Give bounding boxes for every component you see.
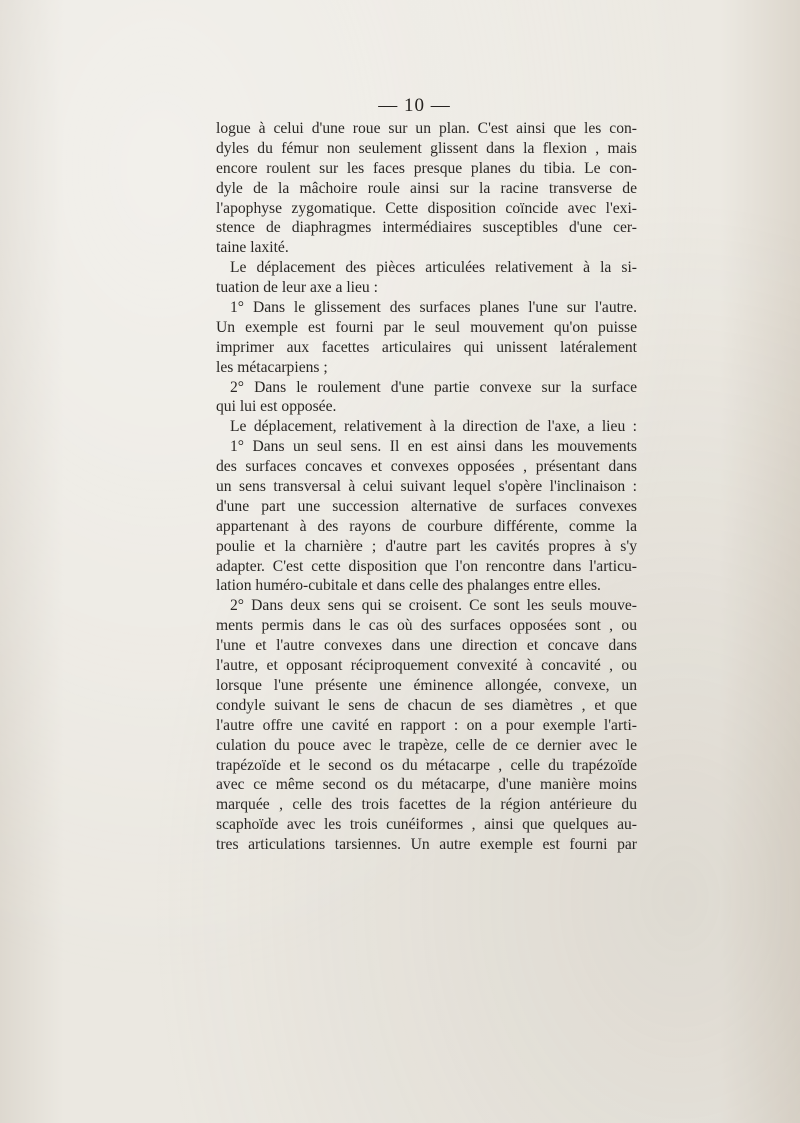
text-line: Le déplacement, relativement à la direction de l'axe, a lieu : — [230, 418, 637, 436]
text-line: l'apophyse zygomatique. Cette disposition coïncide avec l'exi- — [216, 199, 637, 217]
text-line: l'autre, et opposant réciproquement convexité à concavité , ou — [216, 657, 637, 675]
text-line: poulie et la charnière ; d'autre part les cavités propres à s'y — [216, 537, 637, 555]
text-line: culation du pouce avec le trapèze, celle de ce dernier avec le — [216, 736, 637, 754]
text-line: scaphoïde avec les trois cunéiformes , ainsi que quelques au- — [216, 816, 637, 834]
text-line: condyle suivant le sens de chacun de ses diamètres , et que — [216, 696, 637, 714]
text-line: Un exemple est fourni par le seul mouvement qu'on puisse — [216, 318, 637, 336]
body-text — [216, 119, 637, 855]
page-number: — 10 — — [378, 95, 451, 116]
text-line: des surfaces concaves et convexes opposées , présentant dans — [216, 458, 637, 476]
text-line: 1° Dans le glissement des surfaces planes l'une sur l'autre. — [230, 299, 637, 317]
text-line: d'une part une succession alternative de surfaces convexes — [216, 497, 637, 515]
text-line: 2° Dans deux sens qui se croisent. Ce sont les seuls mouve- — [230, 597, 637, 615]
text-line: dyles du fémur non seulement glissent dans la flexion , mais — [216, 139, 637, 157]
text-line: un sens transversal à celui suivant lequel s'opère l'inclinaison : — [216, 478, 637, 496]
text-line: qui lui est opposée. — [216, 398, 337, 416]
text-line: Le déplacement des pièces articulées relativement à la si- — [230, 259, 637, 277]
text-line: logue à celui d'une roue sur un plan. C'est ainsi que les con- — [216, 120, 637, 137]
text-line: stence de diaphragmes intermédiaires susceptibles d'une cer- — [216, 219, 637, 237]
text-line: dyle de la mâchoire roule ainsi sur la racine transverse de — [216, 179, 637, 197]
text-line: appartenant à des rayons de courbure différente, comme la — [216, 517, 637, 535]
text-line: l'une et l'autre convexes dans une direction et concave dans — [216, 637, 637, 655]
text-line: 1° Dans un seul sens. Il en est ainsi dans les mouvements — [230, 438, 637, 456]
text-line: lorsque l'une présente une éminence allongée, convexe, un — [216, 676, 637, 694]
text-line: marquée , celle des trois facettes de la région antérieure du — [216, 796, 637, 814]
text-line: taine laxité. — [216, 239, 289, 257]
text-line: tuation de leur axe a lieu : — [216, 279, 378, 297]
text-line: tres articulations tarsiennes. Un autre exemple est fourni par — [216, 836, 637, 854]
text-line: avec ce même second os du métacarpe, d'une manière moins — [216, 776, 637, 794]
text-line: ments permis dans le cas où des surfaces opposées sont , ou — [216, 617, 637, 635]
text-line: lation huméro-cubitale et dans celle des phalanges entre elles. — [216, 577, 601, 595]
text-line: l'autre offre une cavité en rapport : on a pour exemple l'arti- — [216, 716, 637, 734]
text-line: trapézoïde et le second os du métacarpe , celle du trapézoïde — [216, 756, 637, 774]
text-line: 2° Dans le roulement d'une partie convexe sur la surface — [230, 378, 637, 396]
text-line: adapter. C'est cette disposition que l'on rencontre dans l'articu- — [216, 557, 637, 575]
text-line: imprimer aux facettes articulaires qui unissent latéralement — [216, 338, 637, 356]
text-line: encore roulent sur les faces presque planes du tibia. Le con- — [216, 159, 637, 177]
text-line: les métacarpiens ; — [216, 358, 328, 376]
